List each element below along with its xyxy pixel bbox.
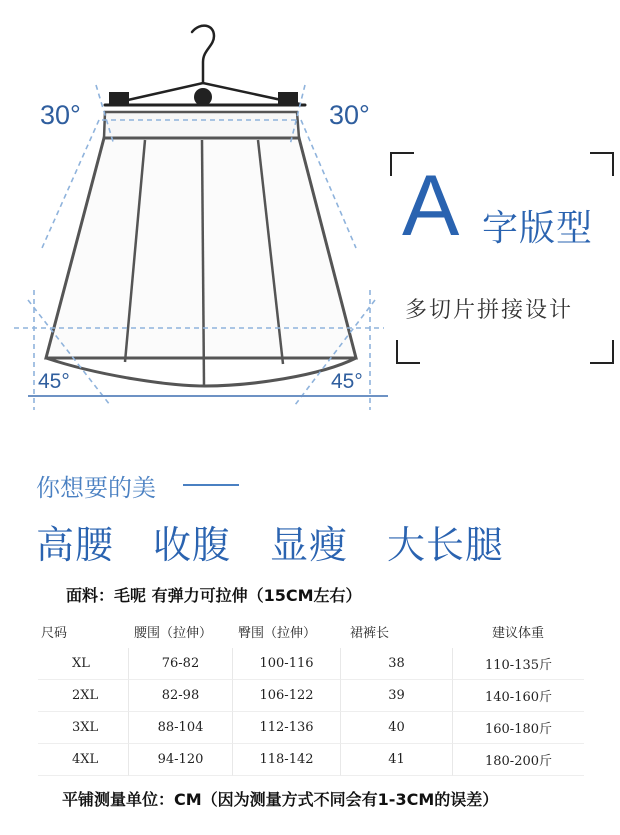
- cell-hip: 106-122: [232, 680, 340, 712]
- size-table: [38, 614, 584, 776]
- header-size: 尺码: [41, 625, 68, 641]
- table-row: [38, 744, 584, 776]
- header-hip: 臀围（拉伸）: [238, 625, 317, 641]
- cell-size: 4XL: [38, 744, 128, 776]
- cell-waist: 94-120: [128, 744, 232, 776]
- hanger-icon: [105, 26, 305, 106]
- cell-waist: 88-104: [128, 712, 232, 744]
- cell-length: 38: [340, 648, 452, 680]
- cell-hip: 100-116: [232, 648, 340, 680]
- header-length: 裙裤长: [350, 625, 390, 641]
- table-row: [38, 712, 584, 744]
- slogan-intro: 你想要的美: [36, 474, 156, 502]
- style-title: 字版型: [482, 208, 594, 249]
- angle-label-bottom-right: 45°: [331, 370, 363, 393]
- cell-hip: 118-142: [232, 744, 340, 776]
- angle-label-top-right: 30°: [329, 100, 370, 130]
- angle-label-top-left: 30°: [40, 100, 81, 130]
- cell-hip: 112-136: [232, 712, 340, 744]
- header-waist: 腰围（拉伸）: [134, 625, 213, 641]
- style-big-letter: A: [402, 158, 460, 254]
- fabric-description: 面料：毛呢 有弹力可拉伸（15CM左右）: [66, 586, 362, 605]
- cell-length: 39: [340, 680, 452, 712]
- cell-weight: 160-180斤: [452, 712, 584, 744]
- skirt-drawing: [46, 112, 356, 386]
- slogan-dash-rule: [183, 484, 239, 486]
- cell-weight: 180-200斤: [452, 744, 584, 776]
- table-row: [38, 680, 584, 712]
- header-weight: 建议体重: [492, 625, 545, 641]
- cell-waist: 82-98: [128, 680, 232, 712]
- angle-label-bottom-left: 45°: [38, 370, 70, 393]
- slogan-features: 高腰 收腹 显瘦 大长腿: [36, 523, 505, 567]
- table-header-row: [38, 614, 584, 648]
- cell-length: 41: [340, 744, 452, 776]
- cell-size: 3XL: [38, 712, 128, 744]
- design-subtitle: 多切片拼接设计: [405, 298, 574, 323]
- measurement-note: 平铺测量单位：CM（因为测量方式不同会有1-3CM的误差）: [62, 790, 499, 809]
- frame-corner-bottom-left: [396, 340, 420, 364]
- cell-length: 40: [340, 712, 452, 744]
- frame-corner-top-right: [590, 152, 614, 176]
- cell-weight: 140-160斤: [452, 680, 584, 712]
- cell-size: 2XL: [38, 680, 128, 712]
- table-row: [38, 648, 584, 680]
- cell-waist: 76-82: [128, 648, 232, 680]
- cell-size: XL: [38, 648, 128, 680]
- cell-weight: 110-135斤: [452, 648, 584, 680]
- frame-corner-bottom-right: [590, 340, 614, 364]
